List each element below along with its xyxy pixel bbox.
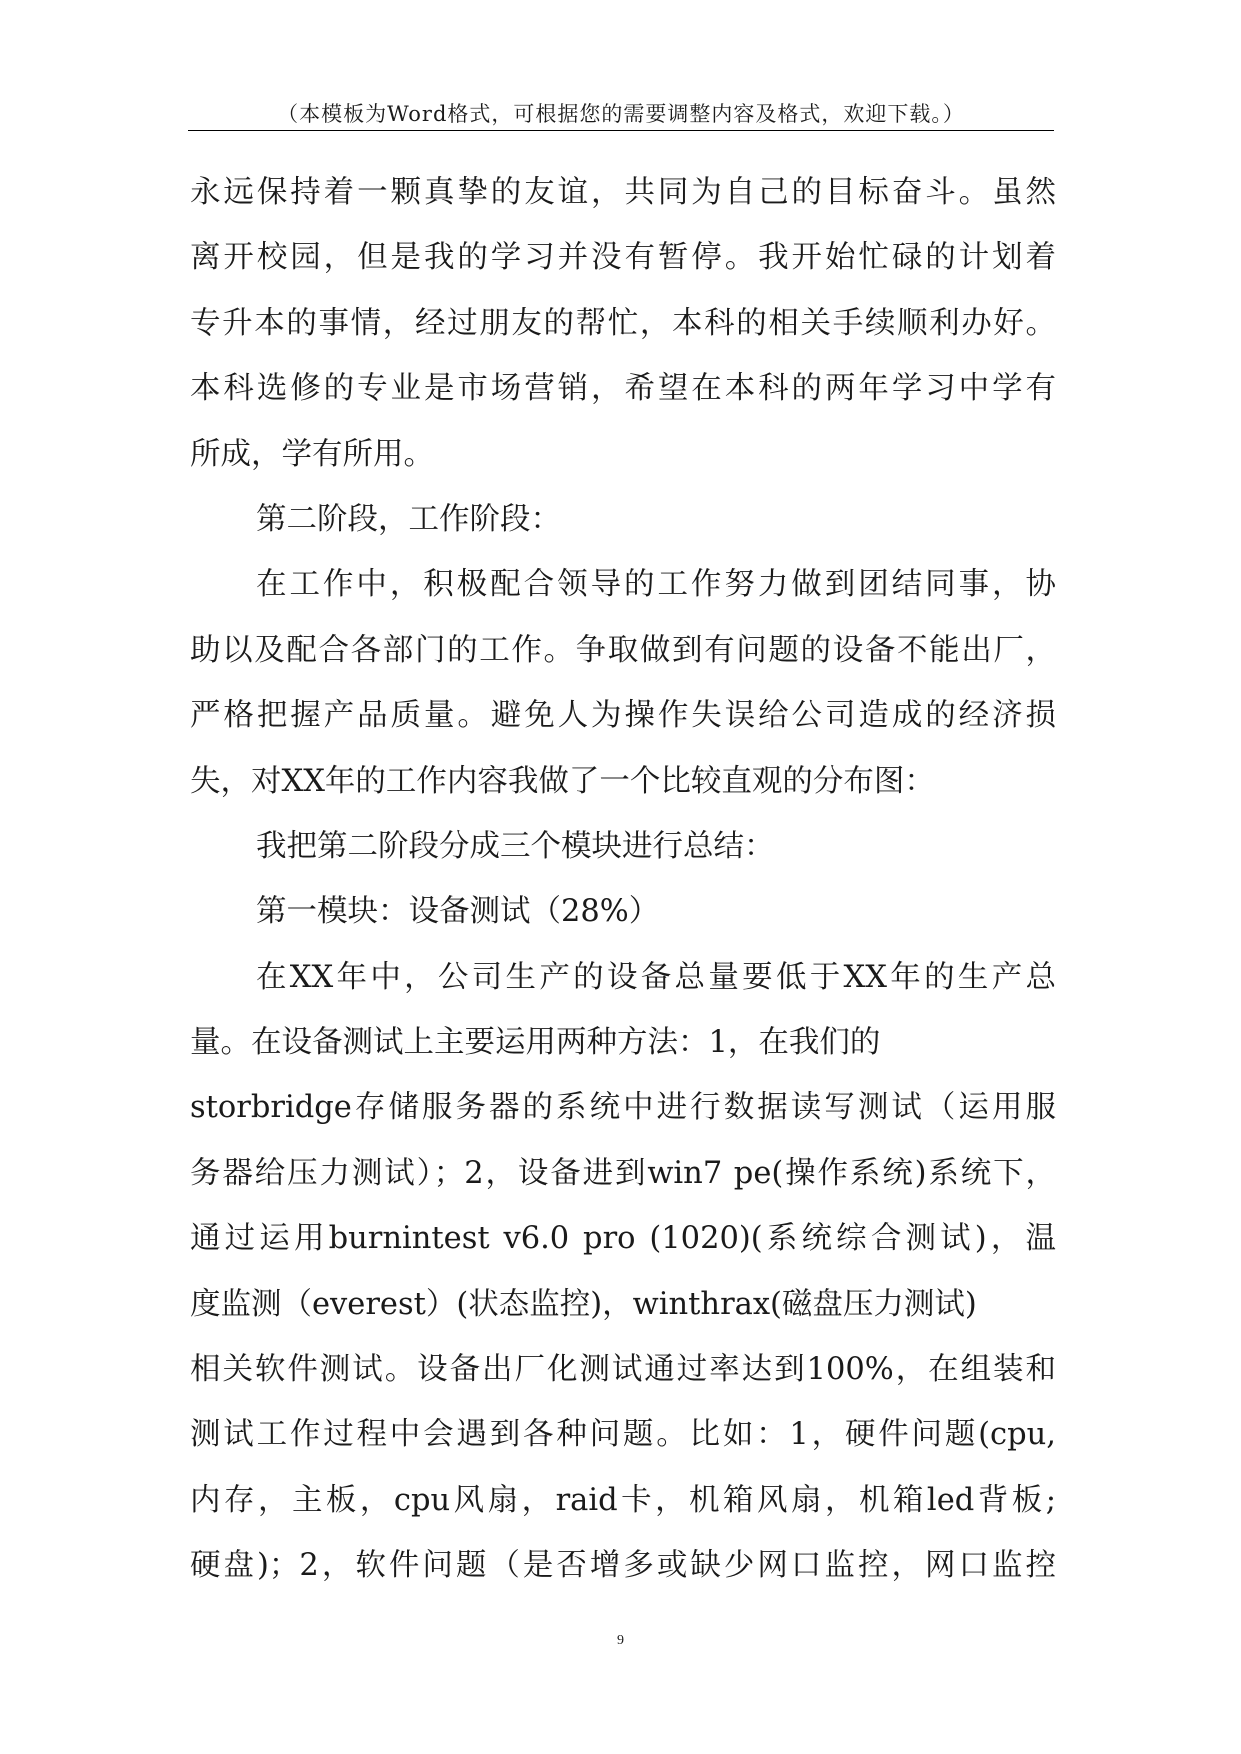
paragraph-line: 在工作中，积极配合领导的工作努力做到团结同事，协 <box>256 567 1056 603</box>
header-divider <box>188 130 1054 131</box>
paragraph-line: storbridge存储服务器的系统中进行数据读写测试（运用服 <box>190 1090 1056 1126</box>
paragraph-line: 通过运用burnintest v6.0 pro (1020)(系统综合测试)，温 <box>190 1221 1056 1257</box>
paragraph-line: 我把第二阶段分成三个模块进行总结： <box>256 828 775 864</box>
paragraph-line: 专升本的事情，经过朋友的帮忙，本科的相关手续顺利办好。 <box>190 305 1056 341</box>
paragraph-line: 严格把握产品质量。避免人为操作失误给公司造成的经济损 <box>190 698 1056 734</box>
paragraph-line: 离开校园，但是我的学习并没有暂停。我开始忙碌的计划着 <box>190 240 1056 276</box>
paragraph-line: 所成，学有所用。 <box>190 436 434 472</box>
paragraph-line: 内存，主板，cpu风扇，raid卡，机箱风扇，机箱led背板; <box>190 1482 1056 1518</box>
page-number: 9 <box>617 1633 624 1648</box>
module-heading: 第一模块：设备测试（28%） <box>256 894 660 930</box>
paragraph-line: 量。在设备测试上主要运用两种方法：1，在我们的 <box>190 1025 881 1061</box>
paragraph-line: 度监测（everest）(状态监控)，winthrax(磁盘压力测试) <box>190 1286 977 1322</box>
section-heading: 第二阶段，工作阶段： <box>256 501 561 537</box>
paragraph-line: 务器给压力测试）；2，设备进到win7 pe(操作系统)系统下， <box>190 1155 1056 1191</box>
header-note: （本模板为Word格式，可根据您的需要调整内容及格式，欢迎下载。） <box>277 102 965 126</box>
paragraph-line: 相关软件测试。设备出厂化测试通过率达到100%，在组装和 <box>190 1352 1056 1388</box>
paragraph-line: 测试工作过程中会遇到各种问题。比如：1，硬件问题(cpu, <box>190 1417 1056 1453</box>
paragraph-line: 助以及配合各部门的工作。争取做到有问题的设备不能出厂， <box>190 632 1056 668</box>
paragraph-line: 失，对XX年的工作内容我做了一个比较直观的分布图： <box>190 763 935 799</box>
paragraph-line: 永远保持着一颗真挚的友谊，共同为自己的目标奋斗。虽然 <box>190 175 1056 210</box>
paragraph-line: 硬盘)；2，软件问题（是否增多或缺少网口监控，网口监控 <box>190 1548 1056 1584</box>
paragraph-line: 在XX年中，公司生产的设备总量要低于XX年的生产总 <box>256 959 1056 995</box>
paragraph-line: 本科选修的专业是市场营销，希望在本科的两年学习中学有 <box>190 371 1056 407</box>
body-text <box>190 160 1056 1599</box>
